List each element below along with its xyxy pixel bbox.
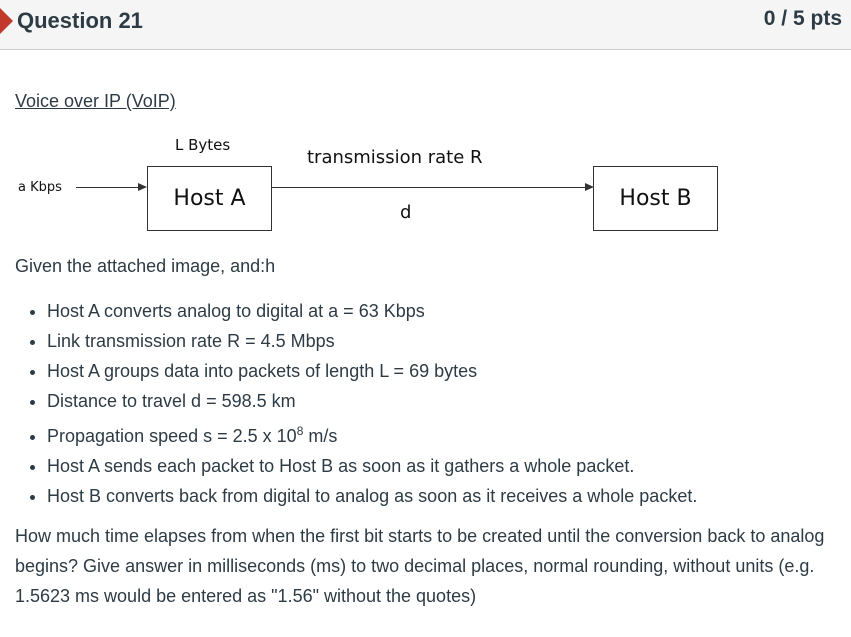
flag-marker-icon — [0, 8, 13, 34]
input-arrow-line — [76, 187, 138, 188]
list-item: • Host A sends each packet to Host B as soon as it gathers a whole packet. — [47, 451, 697, 481]
list-item: • Host B converts back from digital to analog as soon as it receives a whole packet. — [47, 481, 697, 511]
host-b-box — [593, 166, 718, 231]
question-text: How much time elapses from when the first bit starts to be created until the conversion back to analog begins? Give answer in milliseconds (ms) to two decimal places, normal rounding, without units (e.g. 1.5623 ms would be entered as "1.56" without the quotes) — [15, 526, 825, 606]
distance-label: d — [400, 202, 412, 223]
points-badge: 0 / 5 pts — [763, 7, 842, 30]
l-bytes-label: L Bytes — [175, 136, 231, 154]
list-item: • Link transmission rate R = 4.5 Mbps — [47, 326, 697, 356]
propagation-suffix: m/s — [303, 426, 338, 446]
question-title: Question 21 — [17, 8, 143, 33]
question-header — [0, 0, 851, 50]
link-line — [272, 187, 585, 188]
list-item — [47, 416, 697, 451]
a-kbps-label: a Kbps — [18, 180, 62, 195]
propagation-prefix: Propagation speed s = 2.5 x 10 — [47, 426, 297, 446]
input-arrowhead-icon — [138, 183, 147, 191]
transmission-rate-label: transmission rate R — [307, 147, 483, 168]
network-diagram — [0, 130, 760, 240]
list-item: • Distance to travel d = 598.5 km — [47, 386, 697, 416]
intro-text: Given the attached image, and:h — [15, 256, 276, 276]
voip-link[interactable]: Voice over IP (VoIP) — [15, 91, 176, 111]
list-item: • Host A groups data into packets of length L = 69 bytes — [47, 356, 697, 386]
host-a-label: Host A — [173, 186, 246, 211]
list-item: • Host A converts analog to digital at a = 63 Kbps — [47, 296, 697, 326]
facts-list — [0, 296, 697, 511]
propagation-exponent: 8 — [296, 424, 304, 438]
host-b-label: Host B — [619, 186, 692, 211]
host-a-box — [147, 166, 272, 231]
